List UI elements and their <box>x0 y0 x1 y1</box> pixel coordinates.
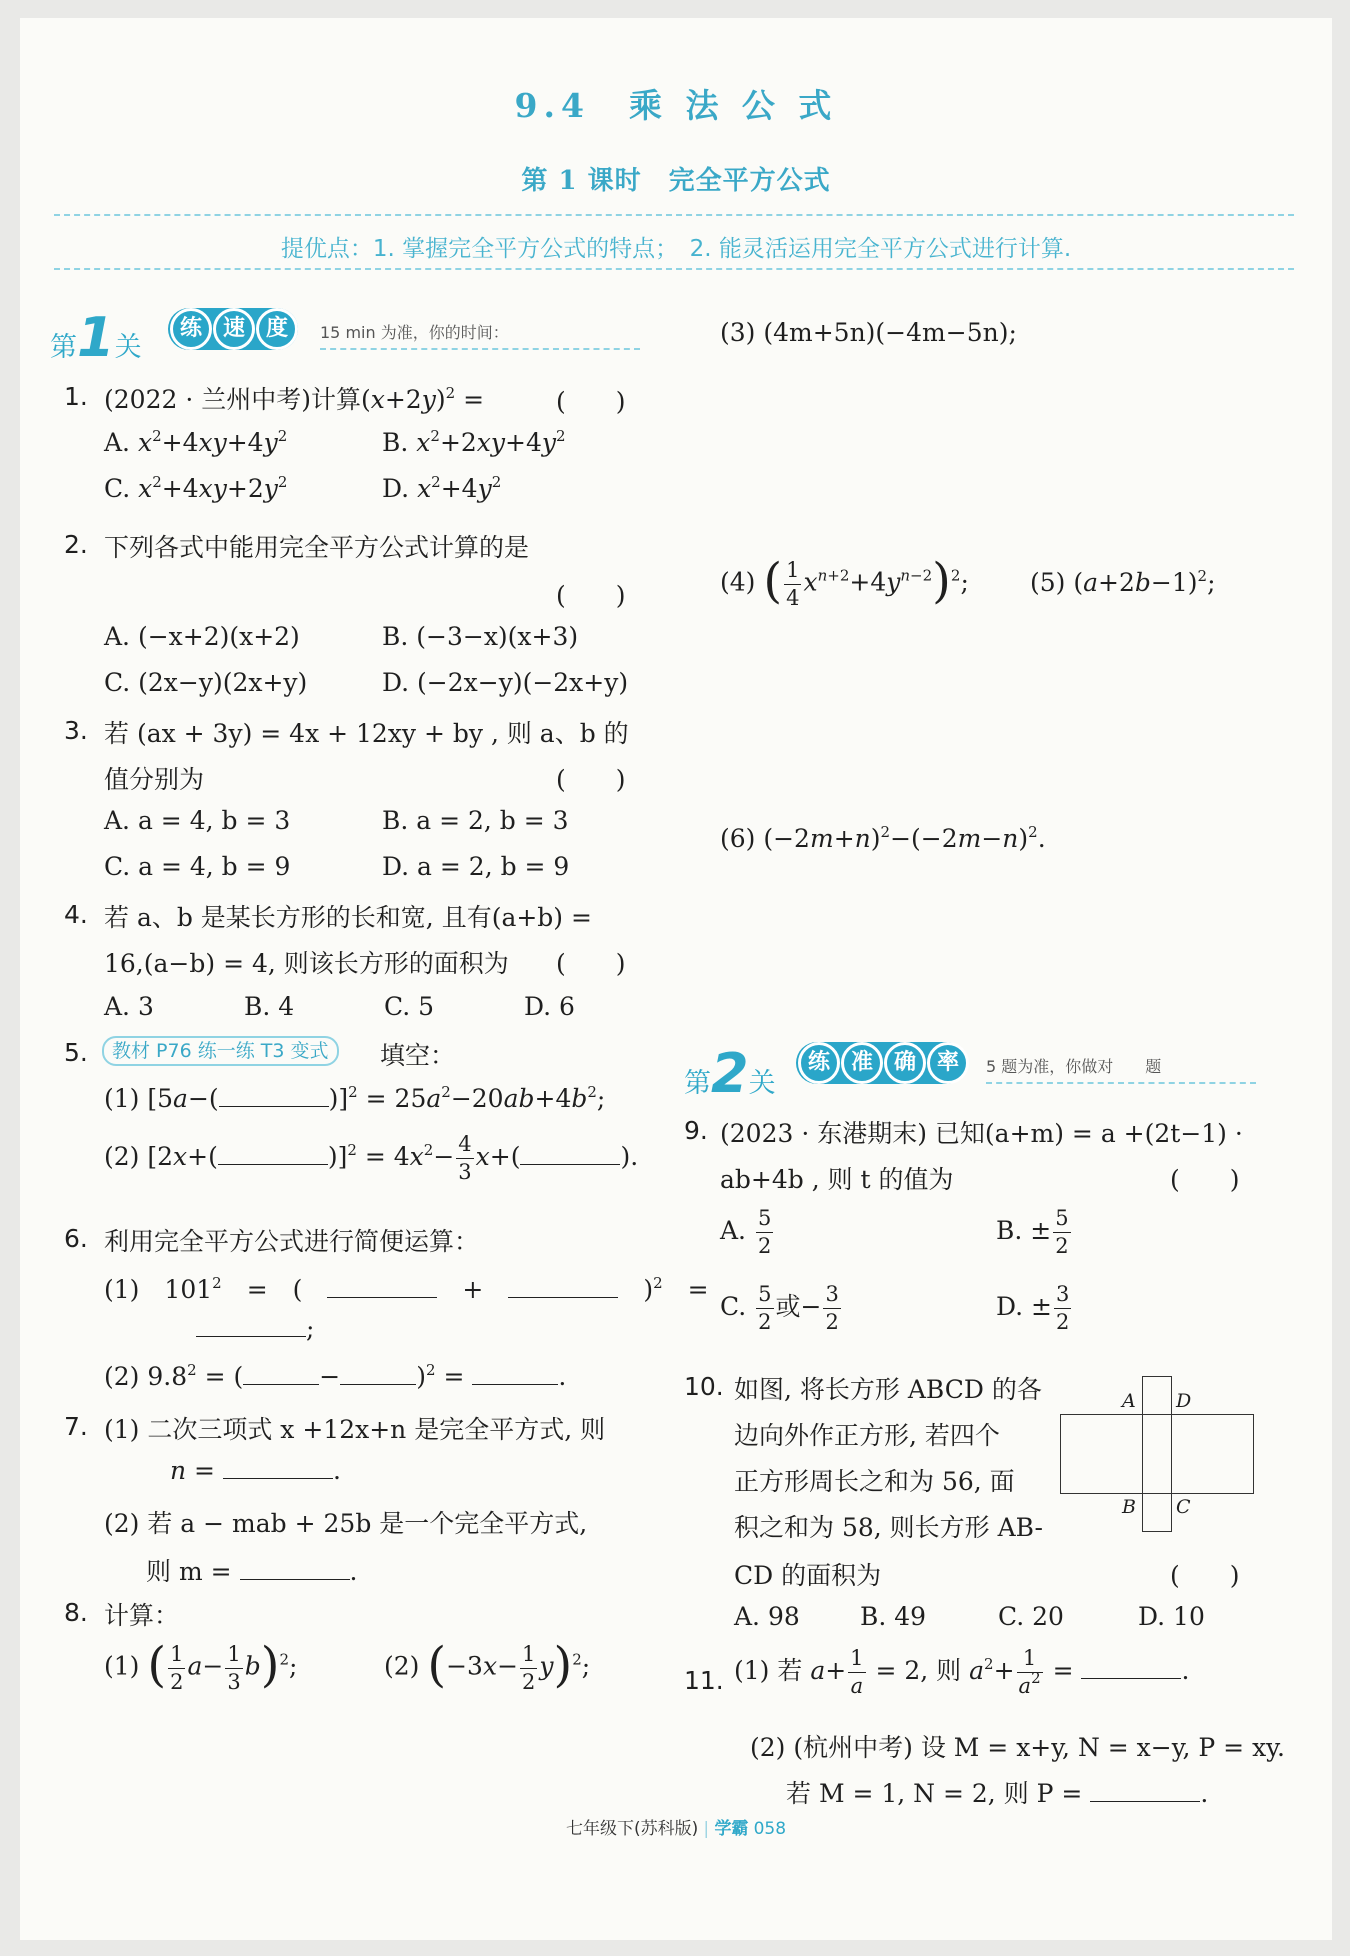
question-number: 7. <box>64 1412 88 1441</box>
answer-bracket: ( ) <box>556 949 626 978</box>
gate-number: 2 <box>711 1042 749 1105</box>
time-note: 15 min 为准，你的时间： <box>320 323 509 342</box>
learning-goals: 提优点：1. 掌握完全平方公式的特点； 2. 能灵活运用完全平方公式进行计算. <box>280 236 1072 262</box>
question-number: 11. <box>684 1666 724 1695</box>
option-b: B. $x^2+2xy+4y^2$ <box>382 427 566 457</box>
calc-item-5: (5) $(a+2b-1)^2$; <box>1030 567 1216 597</box>
question-part-1: (1) 二次三项式 x +12x+n 是完全平方式, 则 <box>104 1415 606 1444</box>
calc-item-3: (3) (4m+5n)(−4m−5n); <box>720 318 1017 347</box>
gate-number: 1 <box>77 306 115 369</box>
answer-bracket: ( ) <box>1170 1561 1240 1590</box>
calc-item-6: (6) $(-2m+n)^2-(-2m-n)^2$. <box>720 823 1046 853</box>
option-d: D. (−2x−y)(−2x+y) <box>382 668 629 697</box>
option-b: B. a = 2, b = 3 <box>382 806 569 835</box>
answer-bracket: ( ) <box>556 765 626 794</box>
option-b: B. 49 <box>860 1602 927 1631</box>
option-d: D. $x^2+4y^2$ <box>382 473 502 503</box>
badge-char: 度 <box>256 308 298 350</box>
question-stem-cont: 值分别为 <box>104 765 205 794</box>
question-stem-cont: ab+4b , 则 t 的值为 <box>720 1165 954 1194</box>
question-stem: 积之和为 58, 则长方形 AB- <box>734 1513 1043 1542</box>
badge-char: 速 <box>213 308 255 350</box>
badge-char: 确 <box>884 1042 926 1084</box>
textbook-tag: 教材 P76 练一练 T3 变式 <box>102 1036 339 1066</box>
question-number: 2. <box>64 530 88 559</box>
gate2-heading <box>684 1042 776 1105</box>
option-a: A. $x^2+4xy+4y^2$ <box>104 427 288 457</box>
vertex-label-d: D <box>1176 1390 1192 1412</box>
gate-di: 第 <box>684 1068 711 1099</box>
option-d: D. a = 2, b = 9 <box>382 852 570 881</box>
divider <box>54 214 1294 216</box>
divider <box>320 348 640 350</box>
page-number: 058 <box>753 1819 787 1839</box>
question-number: 1. <box>64 382 88 411</box>
question-stem: 填空： <box>380 1041 456 1070</box>
fill-line-1: (1) [5a−( )]$^2 = 25a^2-20ab+4b^2$; <box>104 1083 606 1113</box>
question-number: 4. <box>64 900 88 929</box>
option-c: C. $\frac{5}{2}$ 或− $\frac{3}{2}$ <box>720 1282 839 1334</box>
gate-guan: 关 <box>748 1068 776 1099</box>
question-stem: 若 a、b 是某长方形的长和宽, 且有(a+b) = <box>104 903 592 932</box>
question-number: 3. <box>64 716 88 745</box>
question-stem: 若 (ax + 3y) = 4x + 12xy + by , 则 a、b 的 <box>104 719 629 748</box>
option-c: C. 20 <box>998 1602 1064 1631</box>
badge-char: 练 <box>798 1042 840 1084</box>
badge-char: 准 <box>841 1042 883 1084</box>
lesson-subtitle: 第 1 课时 完全平方公式 <box>521 166 831 196</box>
question-number: 8. <box>64 1598 88 1627</box>
rectangle-figure <box>1060 1376 1260 1532</box>
calc-item-1: (1) ( $\frac{1}{2}$ a− $\frac{1}{3}$ b)$^2$; <box>104 1637 298 1694</box>
option-d: D. 6 <box>524 992 575 1021</box>
option-a: A. 3 <box>104 992 154 1021</box>
fill-line: 则 m = . <box>146 1557 358 1586</box>
grade-label: 七年级下(苏科版) <box>565 1819 699 1839</box>
question-stem: 如图, 将长方形 ABCD 的各 <box>734 1375 1042 1404</box>
divider <box>54 268 1294 270</box>
page-footer: 七年级下(苏科版) | 学霸 058 <box>565 1819 787 1839</box>
option-a: A. (−x+2)(x+2) <box>104 622 300 651</box>
fill-line: 若 M = 1, N = 2, 则 P = . <box>786 1779 1209 1808</box>
brand-label: 学霸 <box>714 1819 749 1839</box>
question-stem: 利用完全平方公式进行简便运算： <box>104 1227 480 1256</box>
question-stem: 计算： <box>104 1601 180 1630</box>
vertex-label-b: B <box>1122 1496 1136 1518</box>
calc-item-4: (4) ( $\frac{1}{4}$ $x^{n+2}+4y^{n-2})^2$; <box>720 553 969 610</box>
answer-bracket: ( ) <box>556 387 626 416</box>
question-stem-cont: 16,(a−b) = 4, 则该长方形的面积为 <box>104 949 509 978</box>
question-stem: 正方形周长之和为 56, 面 <box>734 1467 1015 1496</box>
badge-char: 率 <box>927 1042 969 1084</box>
question-stem: (2023 · 东港期末) 已知(a+m) = a +(2t−1) · <box>720 1119 1243 1148</box>
option-c: C. 5 <box>384 992 435 1021</box>
question-number: 9. <box>684 1116 708 1145</box>
section-title: 9.4 乘 法 公 式 <box>514 86 838 125</box>
answer-bracket: ( ) <box>1170 1165 1240 1194</box>
option-c: C. (2x−y)(2x+y) <box>104 668 308 697</box>
option-d: D. 10 <box>1138 1602 1205 1631</box>
option-c: C. a = 4, b = 9 <box>104 852 291 881</box>
gate-guan: 关 <box>114 332 142 363</box>
question-number: 10. <box>684 1372 724 1401</box>
fill-line-2: (2) $9.8^2$ = ( − )$^2$ = . <box>104 1361 567 1391</box>
option-a: A. a = 4, b = 3 <box>104 806 291 835</box>
question-stem: 边向外作正方形, 若四个 <box>734 1421 1000 1450</box>
gate1-heading <box>50 306 142 369</box>
option-a: A. 98 <box>734 1602 800 1631</box>
question-stem: 下列各式中能用完全平方公式计算的是 <box>104 533 530 562</box>
answer-bracket: ( ) <box>556 581 626 610</box>
question-stem: CD 的面积为 <box>734 1561 882 1590</box>
question-part-2: (2) 若 a − mab + 25b 是一个完全平方式, <box>104 1509 588 1538</box>
badge-char: 练 <box>170 308 212 350</box>
divider <box>986 1082 1256 1084</box>
option-b: B. 4 <box>244 992 295 1021</box>
fill-line-1: (1) $101^2$ = ( + )$^2$ = <box>104 1274 709 1304</box>
score-note: 5 题为准，你做对 题 <box>986 1057 1162 1076</box>
gate-di: 第 <box>50 332 77 363</box>
option-a: A. $\frac{5}{2}$ <box>720 1206 772 1258</box>
rectangle-abcd <box>1142 1414 1172 1494</box>
calc-item-2: (2) (−3x− $\frac{1}{2}$ y)$^2$; <box>384 1637 591 1694</box>
fill-line-2: (2) [2x+( )]$^2 = 4x^2-$ $\frac{4}{3}$ x+( ). <box>104 1132 639 1184</box>
question-number: 6. <box>64 1224 88 1253</box>
question-stem: (2022 · 兰州中考)计算$(x+2y)^2$ = <box>104 384 485 414</box>
vertex-label-a: A <box>1122 1390 1136 1412</box>
vertex-label-c: C <box>1176 1496 1191 1518</box>
worksheet-page <box>20 18 1332 1940</box>
question-part-1: (1) 若 a+ $\frac{1}{a}$ = 2, 则 $a^2+$ $\frac{1}{a^2}$ = . <box>734 1646 1190 1698</box>
option-b: B. (−3−x)(x+3) <box>382 622 579 651</box>
question-part-2: (2) (杭州中考) 设 M = x+y, N = x−y, P = xy. <box>750 1733 1285 1762</box>
option-d: D. ± $\frac{3}{2}$ <box>996 1282 1070 1334</box>
question-number: 5. <box>64 1038 88 1067</box>
fill-line-1-cont: ; <box>196 1314 314 1343</box>
option-c: C. $x^2+4xy+2y^2$ <box>104 473 288 503</box>
fill-line: n = . <box>170 1456 341 1485</box>
option-b: B. ± $\frac{5}{2}$ <box>996 1206 1069 1258</box>
